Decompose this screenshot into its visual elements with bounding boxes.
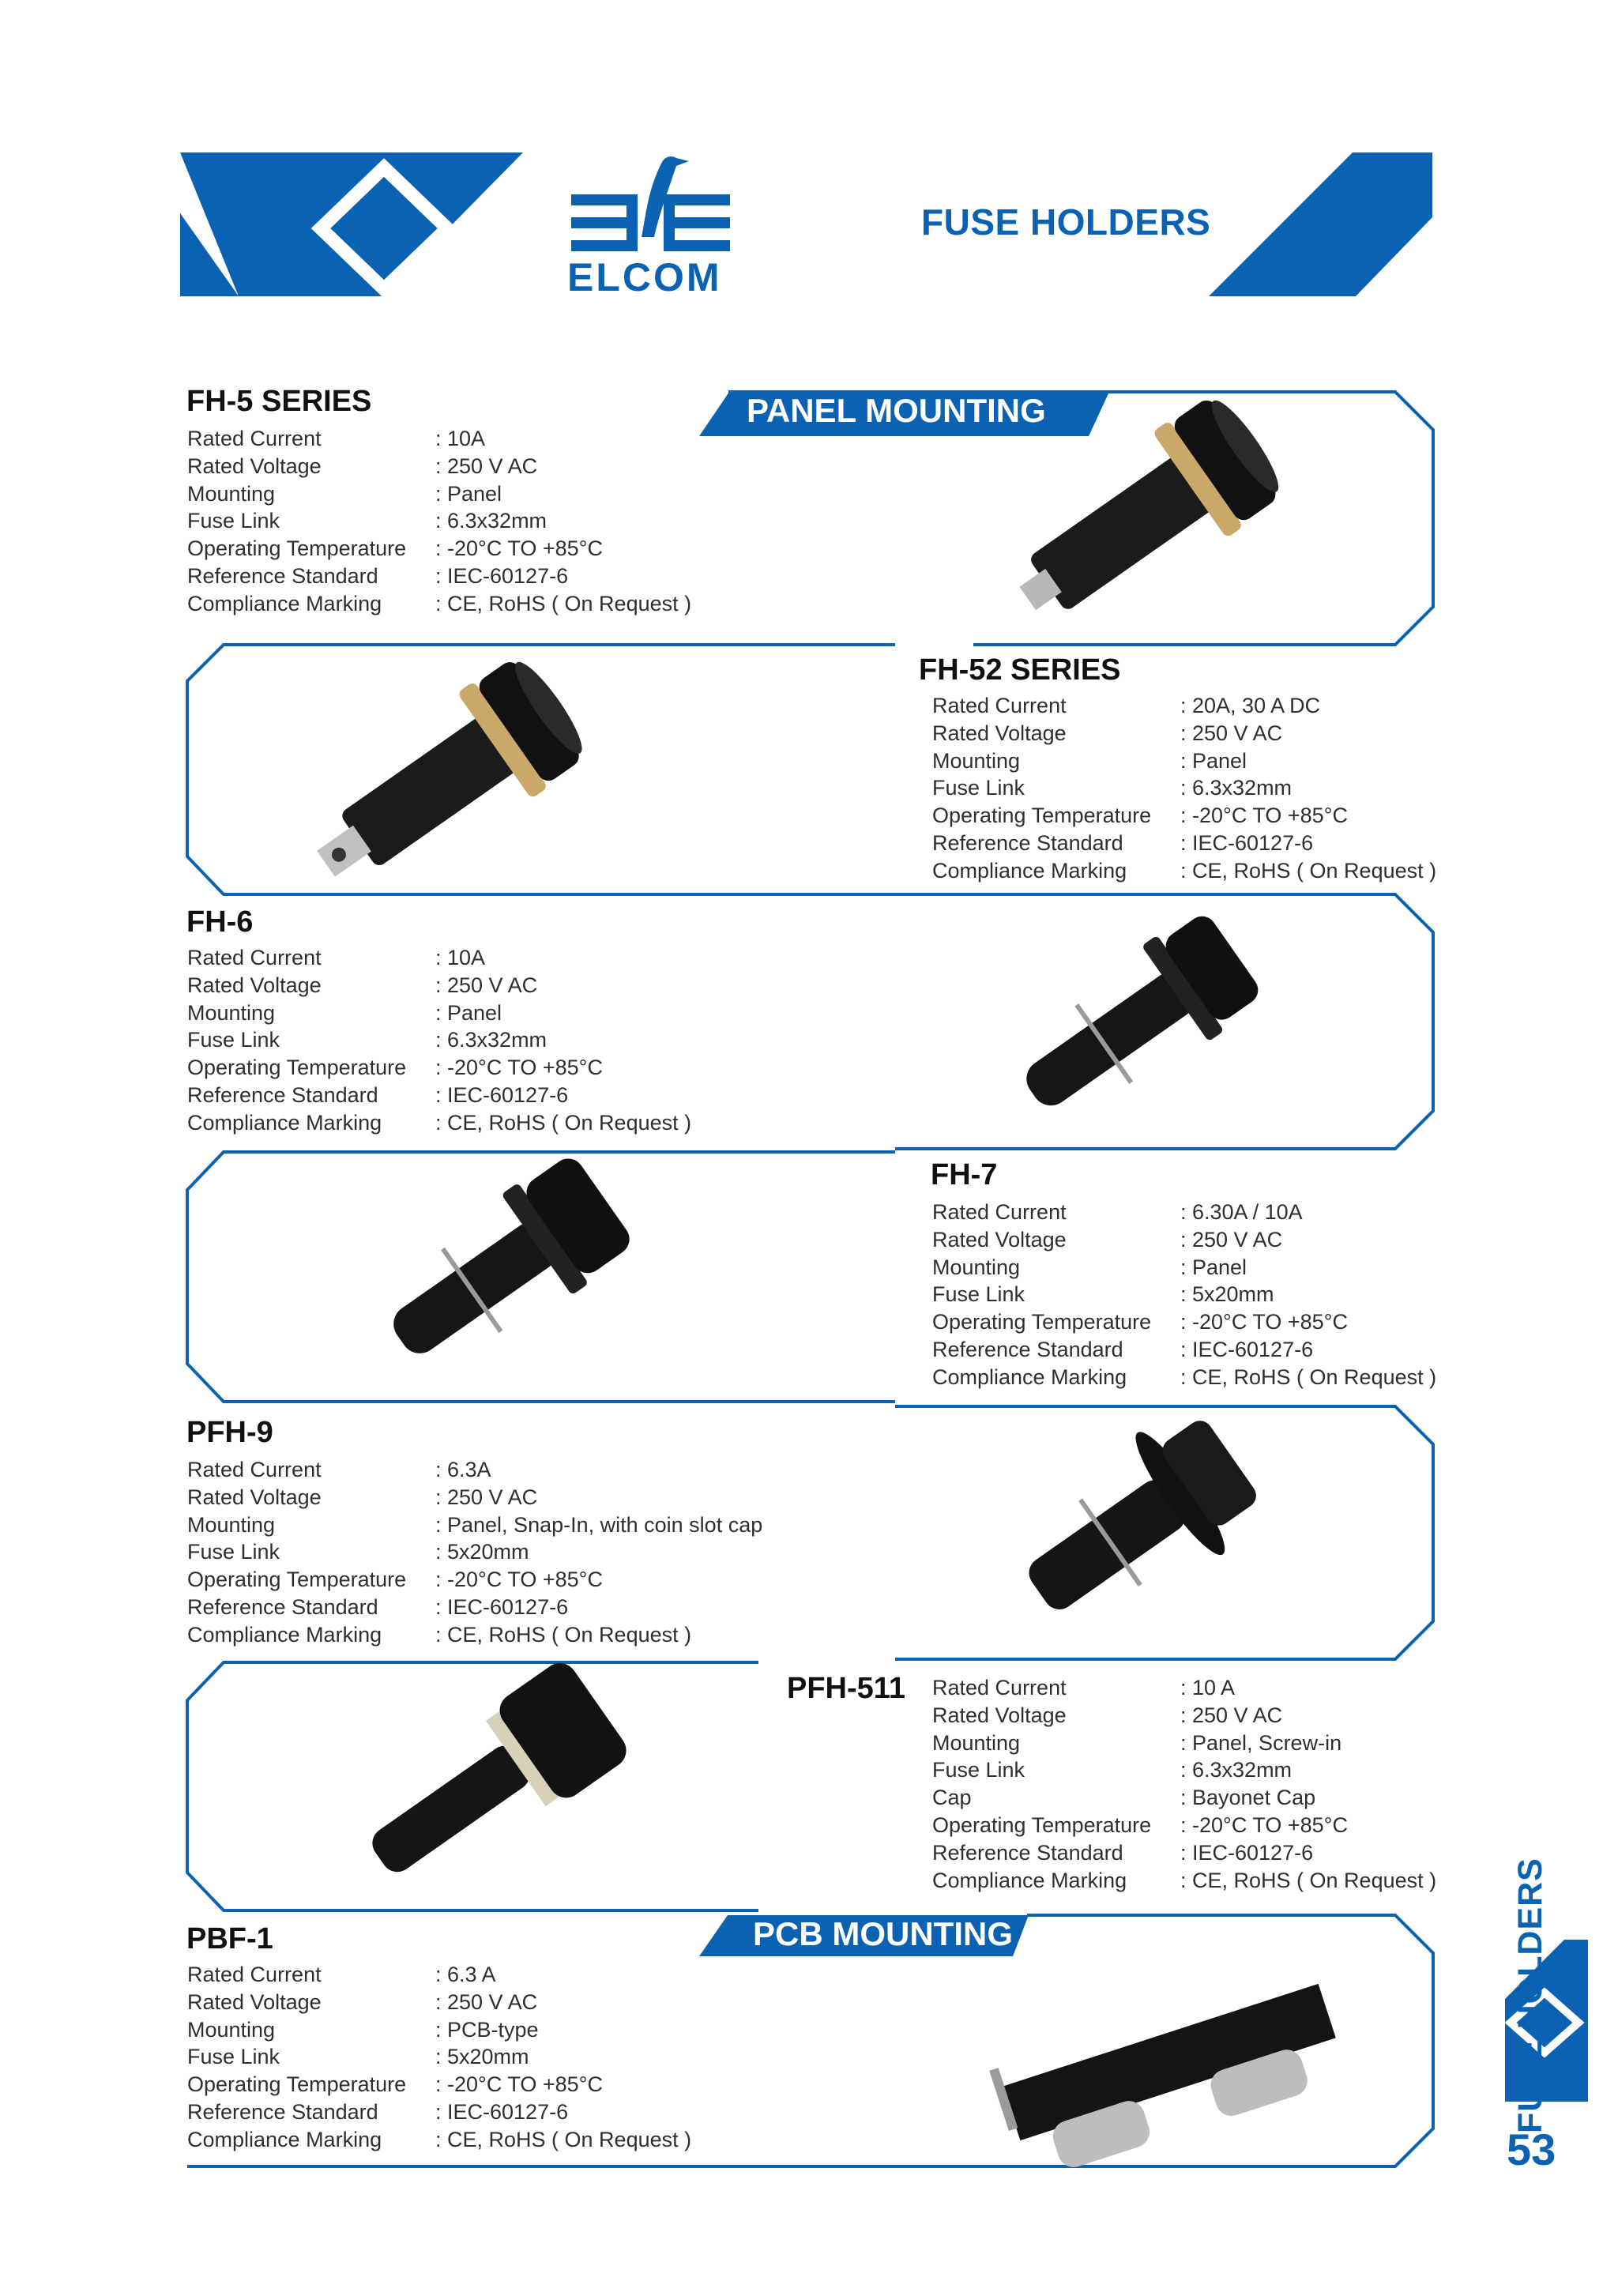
spec-value: : 250 V AC — [435, 1485, 538, 1509]
page-number: 53 — [1507, 2125, 1556, 2174]
spec-label: Rated Voltage — [932, 1227, 1067, 1252]
spec-value: : IEC-60127-6 — [1180, 1337, 1314, 1361]
spec-label: Rated Voltage — [187, 1989, 322, 2014]
spec-row — [932, 1674, 1436, 1702]
spec-label: Cap — [932, 1786, 972, 1810]
spec-value: : 250 V AC — [435, 973, 538, 997]
spec-row — [187, 2016, 691, 2044]
spec-row — [932, 830, 1436, 857]
spec-row — [187, 2071, 691, 2098]
spec-value: : -20°C TO +85°C — [435, 536, 603, 561]
spec-value: : 6.3 A — [435, 1963, 496, 1986]
pfh511-product-image — [345, 1656, 633, 1907]
spec-value: : 6.30A / 10A — [1180, 1200, 1303, 1224]
spec-value: : -20°C TO +85°C — [1180, 1812, 1348, 1837]
spec-value: : 5x20mm — [435, 2045, 529, 2069]
panel-mounting-label: PANEL MOUNTING — [747, 392, 1046, 429]
spec-row — [932, 802, 1436, 830]
spec-value: : 6.3x32mm — [1180, 776, 1293, 800]
brand-name: ELCOM — [567, 255, 722, 299]
spec-value: : CE, RoHS ( On Request ) — [435, 1110, 692, 1135]
spec-label: Reference Standard — [932, 1337, 1123, 1361]
spec-value: : -20°C TO +85°C — [1180, 1310, 1348, 1334]
spec-label: Rated Current — [932, 694, 1067, 717]
spec-value: : CE, RoHS ( On Request ) — [1180, 1868, 1437, 1892]
spec-label: Rated Voltage — [187, 454, 322, 478]
spec-row — [187, 1566, 762, 1594]
spec-row — [932, 747, 1436, 775]
spec-row — [187, 1026, 691, 1054]
spec-label: Rated Current — [932, 1676, 1067, 1699]
header-right-block — [1209, 152, 1432, 296]
spec-label: Compliance Marking — [932, 1868, 1127, 1892]
spec-label: Operating Temperature — [187, 2072, 407, 2097]
spec-value: : 10A — [435, 946, 486, 969]
spec-label: Operating Temperature — [932, 1812, 1152, 1837]
spec-value: : Panel — [1180, 748, 1247, 773]
spec-row — [187, 507, 691, 535]
elcom-logo-icon — [571, 156, 730, 251]
spec-label: Operating Temperature — [932, 1310, 1152, 1334]
header-left-block — [180, 152, 523, 296]
spec-row — [187, 563, 691, 590]
spec-label: Rated Current — [932, 1200, 1067, 1224]
spec-label: Reference Standard — [187, 1082, 378, 1107]
spec-row — [187, 944, 691, 972]
spec-label: Mounting — [187, 1512, 276, 1537]
spec-row — [187, 2043, 691, 2071]
spec-row — [187, 999, 691, 1027]
side-section-label: FUSE HOLDERS — [1511, 1858, 1549, 2133]
spec-value: : PCB-type — [435, 2017, 539, 2042]
spec-label: Compliance Marking — [187, 1110, 382, 1135]
product-title-fh52: FH-52 SERIES — [919, 653, 1121, 687]
spec-row — [187, 1961, 691, 1989]
spec-value: : CE, RoHS ( On Request ) — [435, 591, 692, 615]
spec-value: : 10 A — [1180, 1676, 1236, 1699]
spec-row — [187, 1989, 691, 2016]
spec-row — [187, 453, 691, 480]
spec-label: Rated Current — [187, 1963, 322, 1986]
side-section-tab — [1505, 1858, 1552, 2133]
spec-row — [932, 1867, 1436, 1895]
pbf1-product-image — [989, 1966, 1349, 2184]
spec-value: : CE, RoHS ( On Request ) — [435, 1622, 692, 1647]
spec-row — [932, 1308, 1436, 1336]
spec-value: : Panel — [435, 1000, 502, 1025]
spec-label: Rated Voltage — [187, 1485, 322, 1509]
spec-value: : IEC-60127-6 — [1180, 830, 1314, 855]
spec-label: Rated Current — [187, 1458, 322, 1481]
spec-value: : IEC-60127-6 — [435, 2099, 569, 2124]
spec-label: Fuse Link — [932, 776, 1025, 800]
spec-value: : Panel — [1180, 1255, 1247, 1279]
spec-label: Reference Standard — [187, 563, 378, 588]
spec-row — [932, 1226, 1436, 1254]
product-title-fh7: FH-7 — [931, 1158, 998, 1191]
spec-row — [187, 1109, 691, 1137]
spec-table-pfh9 — [187, 1456, 762, 1649]
spec-label: Rated Voltage — [187, 973, 322, 997]
spec-table-fh5 — [187, 425, 691, 618]
spec-label: Compliance Marking — [932, 858, 1127, 883]
spec-value: : Panel, Screw-in — [1180, 1730, 1342, 1755]
spec-label: Reference Standard — [187, 1594, 378, 1619]
spec-table-fh7 — [932, 1199, 1436, 1391]
spec-label: Compliance Marking — [187, 591, 382, 615]
spec-value: : IEC-60127-6 — [1180, 1840, 1314, 1865]
product-title-pbf1: PBF-1 — [186, 1922, 273, 1955]
spec-label: Rated Voltage — [932, 721, 1067, 745]
spec-row — [932, 1702, 1436, 1730]
spec-label: Rated Voltage — [932, 1703, 1067, 1727]
spec-value: : 250 V AC — [435, 454, 538, 478]
spec-label: Fuse Link — [187, 2045, 280, 2069]
spec-label: Compliance Marking — [187, 2127, 382, 2151]
spec-row — [932, 1730, 1436, 1757]
spec-value: : 10A — [435, 427, 486, 450]
spec-row — [932, 1336, 1436, 1364]
spec-row — [187, 1456, 762, 1484]
spec-label: Fuse Link — [932, 1282, 1025, 1307]
spec-value: : CE, RoHS ( On Request ) — [1180, 1364, 1437, 1389]
spec-value: : -20°C TO +85°C — [435, 1568, 603, 1592]
product-title-pfh511: PFH-511 — [787, 1672, 905, 1705]
pfh9-product-image — [996, 1396, 1274, 1653]
spec-row — [932, 692, 1436, 720]
spec-label: Reference Standard — [932, 1840, 1123, 1865]
spec-row — [187, 1082, 691, 1109]
spec-table-fh6 — [187, 944, 691, 1137]
spec-value: : 6.3A — [435, 1458, 491, 1481]
product-title-pfh9: PFH-9 — [186, 1416, 273, 1449]
spec-value: : -20°C TO +85°C — [435, 1056, 603, 1080]
spec-value: : -20°C TO +85°C — [435, 2072, 603, 2097]
spec-label: Fuse Link — [187, 1028, 280, 1052]
spec-row — [187, 1594, 762, 1621]
spec-row — [932, 1784, 1436, 1812]
spec-value: : 250 V AC — [1180, 1703, 1283, 1727]
spec-label: Mounting — [187, 2017, 276, 2042]
spec-row — [187, 1621, 762, 1649]
spec-row — [932, 1812, 1436, 1839]
spec-row — [187, 1054, 691, 1082]
spec-value: : IEC-60127-6 — [435, 563, 569, 588]
spec-row — [187, 1484, 762, 1511]
spec-label: Compliance Marking — [187, 1622, 382, 1647]
product-title-fh5: FH-5 SERIES — [186, 385, 372, 418]
spec-label: Mounting — [932, 1255, 1021, 1279]
spec-value: : 20A, 30 A DC — [1180, 694, 1321, 717]
fh52-product-image — [289, 648, 596, 917]
spec-label: Operating Temperature — [932, 804, 1152, 828]
spec-row — [932, 1364, 1436, 1391]
spec-value: : 6.3x32mm — [435, 1028, 547, 1052]
spec-row — [932, 1254, 1436, 1282]
spec-label: Fuse Link — [187, 509, 280, 533]
spec-value: : -20°C TO +85°C — [1180, 804, 1348, 828]
spec-row — [187, 2098, 691, 2126]
spec-row — [932, 774, 1436, 802]
spec-label: Fuse Link — [932, 1758, 1025, 1782]
spec-value: : 250 V AC — [1180, 1227, 1283, 1252]
spec-value: : Panel — [435, 481, 502, 506]
spec-label: Mounting — [932, 1730, 1021, 1755]
pcb-mounting-label: PCB MOUNTING — [753, 1915, 1013, 1952]
spec-row — [187, 972, 691, 999]
spec-label: Reference Standard — [932, 830, 1123, 855]
spec-row — [932, 1839, 1436, 1867]
fh6-product-image — [999, 904, 1268, 1141]
spec-table-fh52 — [932, 692, 1436, 885]
spec-row — [932, 1756, 1436, 1784]
spec-row — [932, 1199, 1436, 1226]
spec-row — [187, 1538, 762, 1566]
spec-label: Operating Temperature — [187, 1056, 407, 1080]
spec-row — [932, 720, 1436, 747]
spec-label: Reference Standard — [187, 2099, 378, 2124]
spec-value: : 250 V AC — [435, 1989, 538, 2014]
spec-value: : IEC-60127-6 — [435, 1594, 569, 1619]
spec-row — [187, 2126, 691, 2154]
spec-table-pbf1 — [187, 1961, 691, 2154]
spec-row — [187, 1511, 762, 1539]
spec-label: Operating Temperature — [187, 536, 407, 561]
spec-value: : Bayonet Cap — [1180, 1786, 1316, 1810]
spec-label: Mounting — [932, 748, 1021, 773]
spec-value: : CE, RoHS ( On Request ) — [1180, 858, 1437, 883]
spec-label: Rated Current — [187, 427, 322, 450]
spec-value: : IEC-60127-6 — [435, 1082, 569, 1107]
spec-value: : Panel, Snap-In, with coin slot cap — [435, 1512, 763, 1537]
spec-label: Mounting — [187, 481, 276, 506]
spec-row — [932, 857, 1436, 885]
spec-value: : CE, RoHS ( On Request ) — [435, 2127, 692, 2151]
spec-value: : 6.3x32mm — [435, 509, 547, 533]
spec-row — [187, 425, 691, 453]
page-title: FUSE HOLDERS — [921, 201, 1211, 243]
spec-label: Compliance Marking — [932, 1364, 1127, 1389]
spec-table-pfh511 — [932, 1674, 1436, 1894]
spec-label: Operating Temperature — [187, 1568, 407, 1592]
spec-value: : 6.3x32mm — [1180, 1758, 1293, 1782]
product-title-fh6: FH-6 — [186, 905, 254, 939]
spec-row — [187, 480, 691, 508]
fh7-product-image — [365, 1147, 639, 1391]
spec-label: Rated Current — [187, 946, 322, 969]
spec-row — [187, 535, 691, 563]
spec-row — [187, 590, 691, 618]
spec-row — [932, 1281, 1436, 1308]
spec-value: : 5x20mm — [1180, 1282, 1274, 1307]
spec-value: : 5x20mm — [435, 1540, 529, 1564]
spec-label: Mounting — [187, 1000, 276, 1025]
spec-label: Fuse Link — [187, 1540, 280, 1564]
spec-value: : 250 V AC — [1180, 721, 1283, 745]
